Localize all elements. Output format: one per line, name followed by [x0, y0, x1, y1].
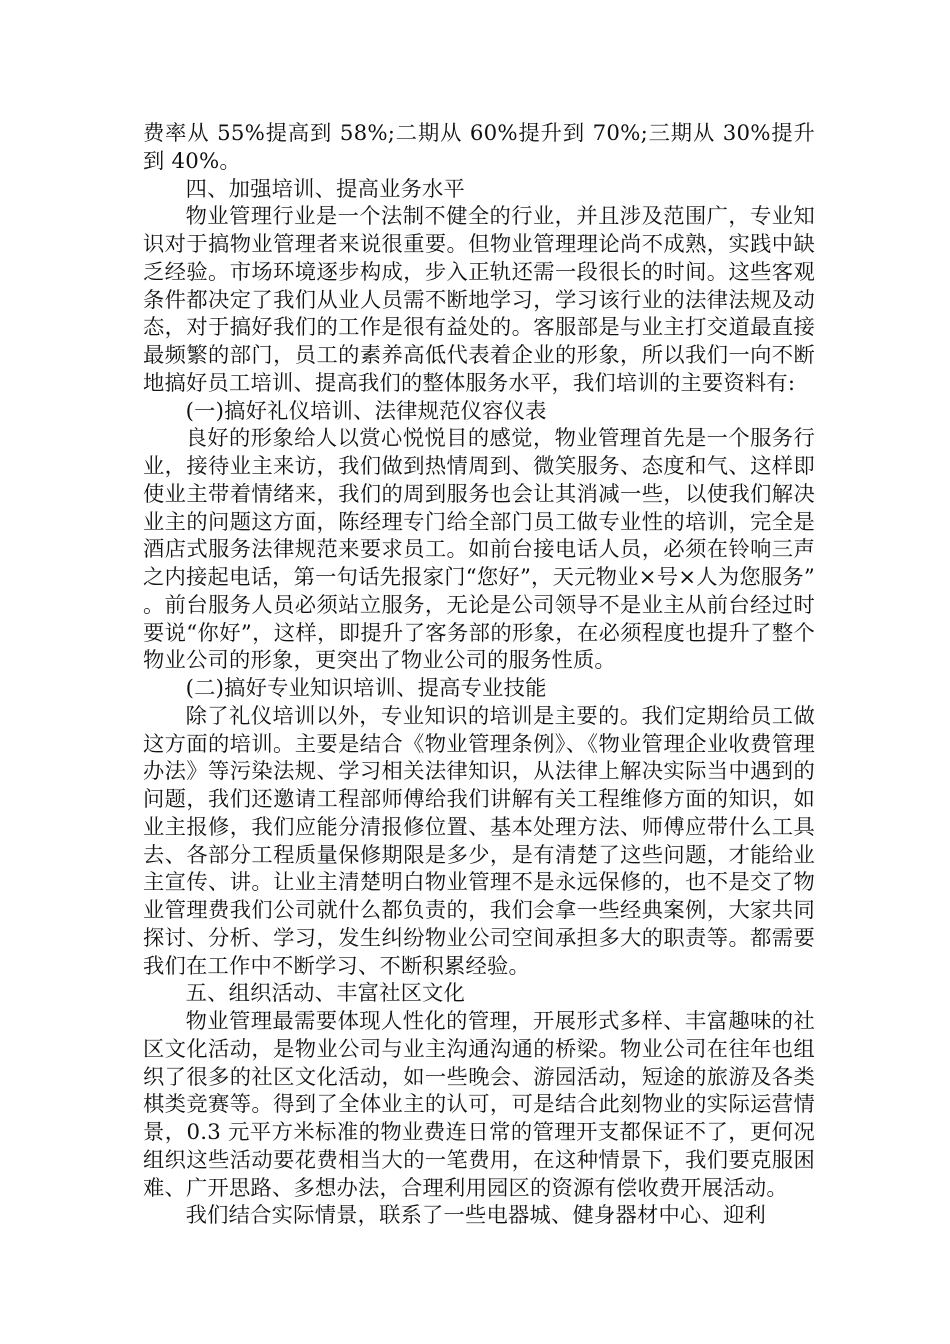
paragraph-professional-skills: 除了礼仪培训以外，专业知识的培训是主要的。我们定期给员工做这方面的培训。主要是结合《物业管理条例》、《物业管理企业收费管理办法》等污染法规、学习相关法律知识，从法律上解决实际当中遇到的问题，我们还邀请工程部师傅给我们讲解有关工程维修方面的知识，如业主报修，我们应能分清报修位置、基本处理方法、师傅应带什么工具去、各部分工程质量保修期限是多少，是有清楚了这些问题，才能给业主宣传、讲。让业主清楚明白物业管理不是永远保修的，也不是交了物业管理费我们公司就什么都负责的，我们会拿一些经典案例，大家共同探讨、分析、学习，发生纠纷物业公司空间承担多大的职责等。都需要我们在工作中不断学习、不断积累经验。	[143, 703, 815, 979]
document-page	[143, 120, 815, 1230]
heading-training: 四、加强培训、提高业务水平	[185, 176, 466, 202]
heading-community-culture: 五、组织活动、丰富社区文化	[185, 981, 466, 1007]
subheading-professional-skills: (二)搞好专业知识培训、提高专业技能	[185, 676, 547, 701]
paragraph-training-intro: 物业管理行业是一个法制不健全的行业，并且涉及范围广，专业知识对于搞物业管理者来说很重要。但物业管理理论尚不成熟，实践中缺乏经验。市场环境逐步构成，步入正轨还需一段很长的时间。这些客观条件都决定了我们从业人员需不断地学习，学习该行业的法律法规及动态，对于搞好我们的工作是很有益处的。客服部是与业主打交道最直接最频繁的部门，员工的素养高低代表着企业的形象，所以我们一向不断地搞好员工培训、提高我们的整体服务水平，我们培训的主要资料有:	[143, 204, 815, 396]
subheading-etiquette: (一)搞好礼仪培训、法律规范仪容仪表	[185, 398, 547, 424]
paragraph-community-culture: 物业管理最需要体现人性化的管理，开展形式多样、丰富趣味的社区文化活动，是物业公司与业主沟通沟通的桥梁。物业公司在往年也组织了很多的社区文化活动，如一些晚会、游园活动，短途的旅游及各类棋类竞赛等。得到了全体业主的认可，可是结合此刻物业的实际运营情景，0.3 元平方米标准的物业费连日常的管理开支都保证不了，更何况组织这些活动要花费相当大的一笔费用，在这种情景下，我们要克服困难、广开思路、多想办法，合理利用园区的资源有偿收费开展活动。	[143, 1009, 815, 1201]
paragraph-collection-rate: 费率从 55%提高到 58%;二期从 60%提升到 70%;三期从 30%提升到 40%。	[143, 121, 815, 174]
paragraph-etiquette: 良好的形象给人以赏心悦悦目的感觉，物业管理首先是一个服务行业，接待业主来访，我们做到热情周到、微笑服务、态度和气、这样即使业主带着情绪来，我们的周到服务也会让其消减一些，以使我们解决业主的问题这方面，陈经理专门给全部门员工做专业性的培训，完全是酒店式服务法律规范来要求员工。如前台接电话人员，必须在铃响三声之内接起电话，第一句话先报家门“您好”，天元物业×号×人为您服务”。前台服务人员必须站立服务，无论是公司领导不是业主从前台经过时要说“你好”，这样，即提升了客务部的形象，在必须程度也提升了整个物业公司的形象，更突出了物业公司的服务性质。	[143, 426, 815, 674]
paragraph-partners: 我们结合实际情景，联系了一些电器城、健身器材中心、迎利	[185, 1203, 767, 1229]
